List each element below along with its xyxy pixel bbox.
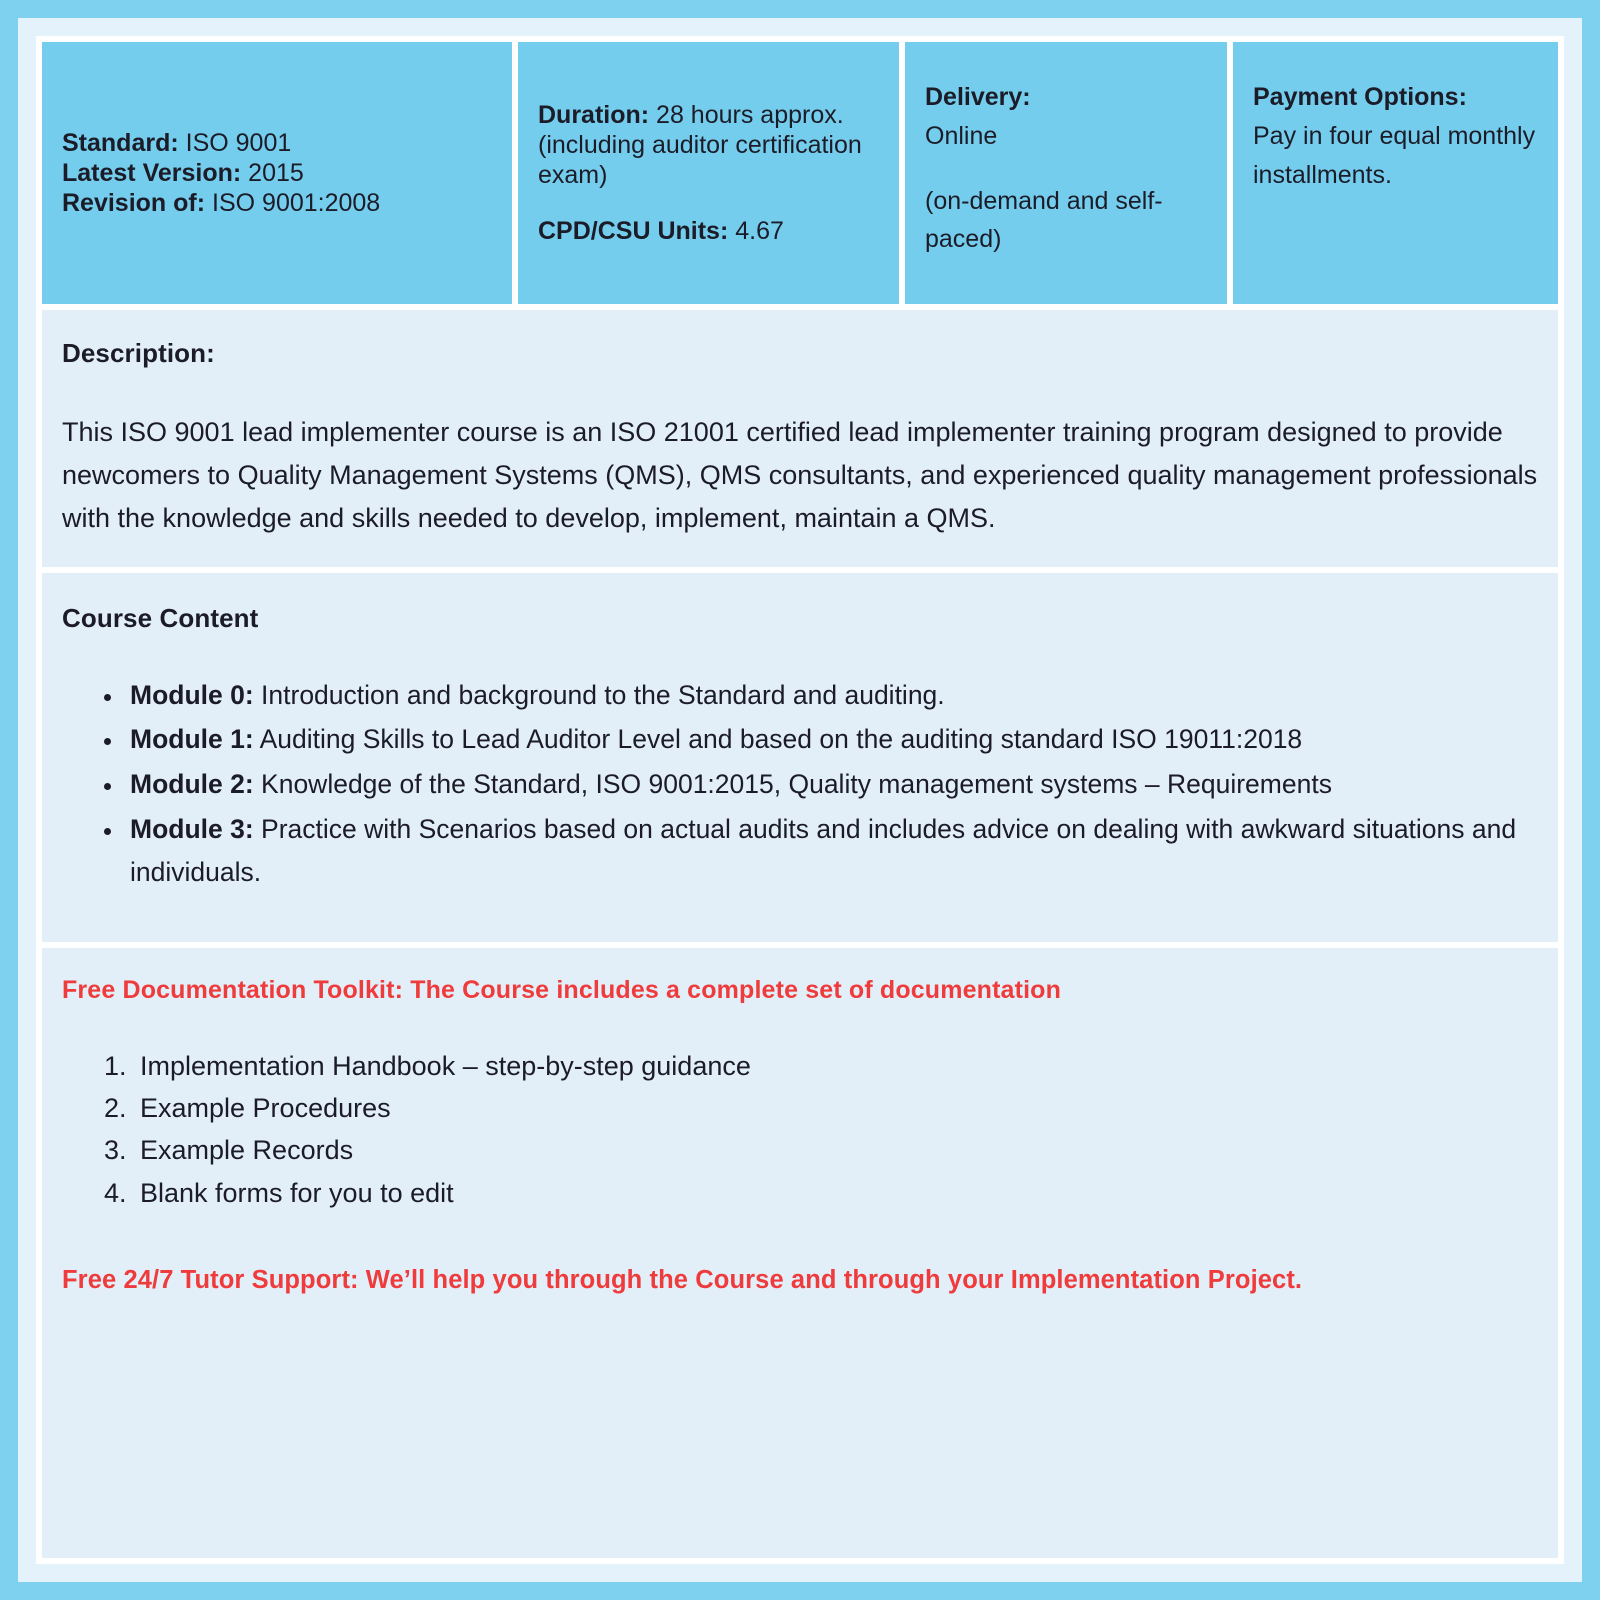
module-text: Introduction and background to the Standard and auditing.	[253, 679, 945, 710]
content-mat	[36, 36, 1564, 1564]
module-text: Practice with Scenarios based on actual audits and includes advice on dealing with awkward situations and individuals.	[130, 814, 1517, 888]
latest-version-label: Latest Version:	[62, 159, 242, 187]
fact-cell-payment	[1233, 42, 1558, 304]
delivery-spacer	[925, 156, 1207, 182]
page-frame	[18, 18, 1582, 1582]
duration-spacer	[538, 190, 879, 216]
delivery-label: Delivery:	[925, 83, 1031, 111]
module-list	[124, 674, 1538, 895]
list-item: 2. Example Procedures	[134, 1087, 1538, 1129]
list-item	[124, 718, 1538, 761]
fact-cell-standard	[42, 42, 512, 304]
list-item	[124, 674, 1538, 717]
list-item: 3. Example Records	[134, 1129, 1538, 1171]
standard-label: Standard:	[62, 129, 179, 157]
duration-value: 28 hours approx. (including auditor certification exam)	[538, 101, 862, 189]
cpd-value: 4.67	[728, 217, 784, 245]
latest-version-line	[62, 158, 492, 188]
standard-line	[62, 128, 492, 158]
list-item	[124, 763, 1538, 806]
payment-label: Payment Options:	[1253, 83, 1467, 111]
cpd-line	[538, 216, 879, 246]
revision-value: ISO 9001:2008	[205, 189, 381, 217]
toolkit-heading: Free Documentation Toolkit: The Course includes a complete set of documentation	[62, 976, 1062, 1005]
delivery-value: Online	[925, 121, 998, 150]
module-label: Module 0:	[130, 679, 254, 710]
fact-cell-duration	[518, 42, 899, 304]
description-text: This ISO 9001 lead implementer course is an ISO 21001 certified lead implementer training program designed to provide newcomers to Quality Management Systems (QMS), QMS consultants, and experienced quality management professionals with the knowledge and skills needed to develop, implement, maintain a QMS.	[62, 417, 1538, 534]
list-item: 1. Implementation Handbook – step-by-step guidance	[134, 1045, 1538, 1087]
toolkit-list	[134, 1045, 1538, 1213]
course-facts-row	[42, 42, 1558, 304]
tutor-support-note: Free 24/7 Tutor Support: We’ll help you through the Course and through your Implementation Project.	[62, 1265, 1303, 1294]
fact-cell-delivery	[905, 42, 1227, 304]
module-text: Knowledge of the Standard, ISO 9001:2015, Quality management systems – Requirements	[253, 769, 1332, 800]
course-content-panel	[42, 573, 1558, 943]
course-content-title: Course Content	[62, 602, 259, 633]
revision-label: Revision of:	[62, 189, 206, 217]
cpd-label: CPD/CSU Units:	[538, 217, 729, 245]
list-item: 4. Blank forms for you to edit	[134, 1172, 1538, 1214]
duration-line	[538, 100, 879, 190]
module-label: Module 1:	[130, 724, 254, 755]
toolkit-panel	[42, 948, 1558, 1558]
description-title: Description:	[62, 338, 215, 368]
module-label: Module 3:	[130, 814, 254, 845]
module-label: Module 2:	[130, 769, 254, 800]
delivery-note: (on-demand and self-paced)	[925, 186, 1163, 254]
description-panel	[42, 310, 1558, 567]
duration-label: Duration:	[538, 101, 650, 129]
list-item	[124, 808, 1538, 894]
standard-value: ISO 9001	[178, 129, 292, 157]
latest-version-value: 2015	[241, 159, 304, 187]
module-text: Auditing Skills to Lead Auditor Level and based on the auditing standard ISO 19011:2018	[253, 724, 1303, 755]
revision-line	[62, 188, 492, 218]
payment-value: Pay in four equal monthly installments.	[1253, 121, 1536, 189]
